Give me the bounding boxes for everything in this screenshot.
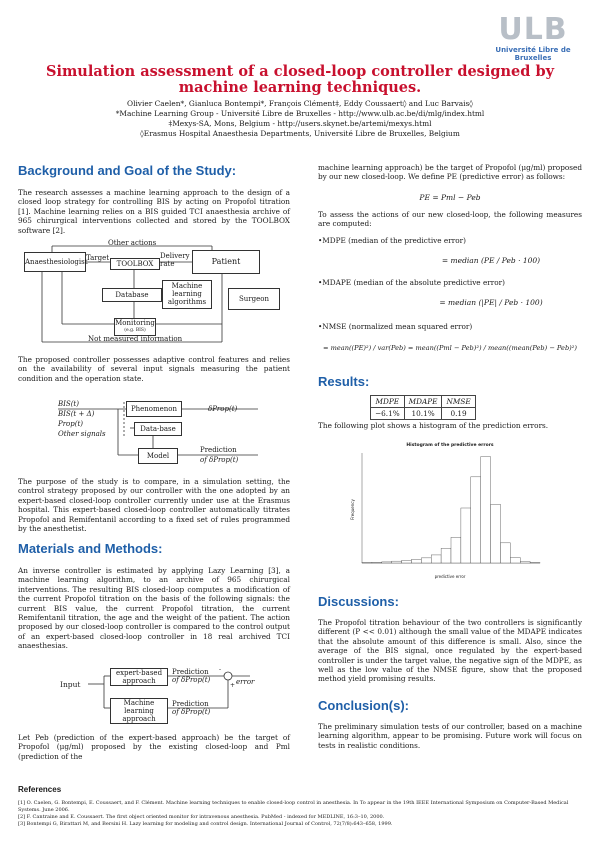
pe-formula: PE = Pml − Peb — [419, 193, 481, 202]
ml-approach-box: Machine learning approach — [110, 698, 168, 724]
of-dprop-1-label: of δProp(t) — [172, 676, 211, 684]
patient-box: Patient — [192, 250, 260, 274]
histogram-bar — [520, 562, 530, 563]
table-row — [371, 408, 476, 420]
histogram-bar — [510, 558, 520, 564]
table-cell: −6.1% — [371, 408, 405, 420]
table-header-cell: MDPE — [371, 396, 405, 408]
model-diagram — [58, 398, 288, 470]
background-heading: Background and Goal of the Study: — [18, 163, 237, 178]
histogram-bar — [451, 537, 461, 563]
of-dprop-2-label: of δProp(t) — [172, 708, 211, 716]
comparison-diagram — [60, 664, 270, 728]
histogram-bar — [402, 560, 412, 563]
histogram-bar — [411, 559, 421, 563]
histogram-title: Histogram of the predictive errors — [406, 443, 494, 448]
background-paragraph-2: The proposed controller possesses adaptive control features and relies on the availability of several input signals measuring the patient condition and the operation state. — [18, 355, 290, 383]
not-measured-label: Not measured information — [88, 335, 183, 343]
authors-block — [20, 99, 580, 139]
prediction-1-label: Prediction — [172, 668, 209, 676]
histogram-bar — [372, 562, 382, 563]
ml-algorithms-box: Machine learning algorithms — [162, 280, 212, 309]
materials-heading: Materials and Methods: — [18, 541, 163, 556]
histogram-bar — [392, 561, 402, 563]
affiliation-1: *Machine Learning Group - Université Libre de Bruxelles - http://www.ulb.ac.be/di/mlg/index.html — [115, 109, 485, 118]
table-header-cell: NMSE — [442, 396, 475, 408]
mdape-bullet: •MDAPE (median of the absolute predictive error) — [318, 278, 505, 287]
right-paragraph-0: machine learning approach) be the target of Propofol (μg/ml) proposed by our new closed-loop. We define PE (predictive error) as follows: — [318, 163, 582, 182]
surgeon-box: Surgeon — [228, 288, 280, 310]
anaesthesiologist-box: Anaesthesiologist — [24, 252, 86, 272]
bis-t-delta-label: BIS(t + Δ) — [58, 410, 95, 418]
histogram-bar — [461, 508, 471, 563]
database-box: Database — [102, 288, 162, 302]
references-heading: References — [18, 785, 62, 794]
conclusion-heading: Conclusion(s): — [318, 698, 409, 713]
nmse-formula: = mean((PE)²) / var(Peb) = mean((Pml − Peb)²) / mean((mean(Peb) − Peb)²) — [323, 344, 577, 352]
authors: Olivier Caelen*, Gianluca Bontempi*, François Clément‡, Eddy Coussaert◊ and Luc Barvais◊ — [127, 99, 473, 108]
discussions-heading: Discussions: — [318, 594, 399, 609]
poster-title: Simulation assessment of a closed-loop controller designed by machine learning techniques. — [45, 63, 555, 96]
right-paragraph-1: To assess the actions of our new closed-loop, the following measures are computed: — [318, 210, 582, 229]
affiliation-2: ‡Mexys-SA, Mons, Belgium - http://users.skynet.be/artemi/mexys.html — [168, 119, 432, 128]
background-paragraph-1: The research assesses a machine learning approach to the design of a closed loop strategy for controlling BIS by acting on Propofol titration [1]. Machine learning relies on a BIS guided TCI anaesthesia archive of 965 chirurgical interventions collected and stored by the TOOLBOX software [2]. — [18, 188, 290, 235]
histogram-svg — [350, 443, 550, 583]
dprop-label: δProp(t) — [208, 405, 238, 413]
histogram-chart — [350, 443, 550, 583]
target-label: Target — [86, 254, 110, 262]
other-signals-label: Other signals — [58, 430, 106, 438]
minus-sign: - — [219, 666, 222, 673]
histogram-ylabel: Frequency — [349, 499, 355, 520]
prediction-2-label: Prediction — [172, 700, 209, 708]
table-cell: 0.19 — [442, 408, 475, 420]
logo-text: ULB — [498, 12, 568, 47]
results-table — [370, 395, 476, 420]
monitoring-box — [114, 318, 156, 336]
expert-box: expert-based approach — [110, 668, 168, 686]
references-list — [18, 800, 584, 828]
histogram-bar — [491, 504, 501, 563]
data-base-box: Data-base — [134, 422, 182, 436]
discussions-paragraph: The Propofol titration behaviour of the two controllers is significantly different (P << 0.01) although the small value of the MDAPE indicates that the absolute amount of this difference is small. Also, since the average of the BIS signal, once regulated by the expert-based controller is under the target value, the negative sign of the MDPE, as well as the low value of the NMSE figure, show that the proposed method yield promising results. — [318, 618, 582, 684]
logo-subtitle: Université Libre de Bruxelles — [495, 46, 571, 62]
table-header-cell: MDAPE — [404, 396, 442, 408]
materials-paragraph-2: Let Peb (prediction of the expert-based approach) be the target of Propofol (μg/ml) proposed by the existing closed-loop and Pml (prediction of the — [18, 733, 290, 761]
results-paragraph: The following plot shows a histogram of the prediction errors. — [318, 421, 549, 430]
table-header-row — [371, 396, 476, 408]
input-label: Input — [60, 680, 81, 689]
mdpe-formula: = median (PE / Peb · 100) — [441, 256, 541, 265]
reference-1: [1] O. Caelen, G. Bontempi, E. Coussaert, and F. Clément. Machine learning techniques to enable closed-loop control in anesthesia. In To appear in the 19th IEEE International Symposium on Computer-Based Medical Systems. June 2006. — [18, 800, 569, 813]
results-table-wrapper — [370, 395, 476, 420]
reference-3: [3] Bontempi G, Birattari M, and Bersini H. Lazy learning for modeling and control design. International Journal of Control, 72(7/8):643–658, 1999. — [18, 821, 393, 827]
histogram-bar — [431, 555, 441, 563]
table-cell: 10.1% — [404, 408, 442, 420]
results-heading: Results: — [318, 374, 370, 389]
reference-2: [2] F. Cantraine and E. Coussaert. The first object oriented monitor for intravenous anesthesia. PubMed - indexed for MEDLINE, 16:3–10, 2000. — [18, 814, 385, 820]
histogram-bar — [471, 477, 481, 563]
delivery-rate-label: Delivery rate — [160, 252, 190, 268]
histogram-bar — [481, 457, 491, 563]
histogram-bar — [500, 543, 510, 563]
histogram-bar — [421, 558, 431, 563]
system-diagram — [22, 238, 292, 350]
nmse-bullet: •NMSE (normalized mean squared error) — [318, 322, 473, 331]
phenomenon-box: Phenomenon — [126, 401, 182, 417]
of-dprop-label: of δProp(t) — [200, 456, 239, 464]
monitoring-label: Monitoring — [115, 319, 155, 327]
background-paragraph-3: The purpose of the study is to compare, in a simulation setting, the control strategy proposed by our controller with the one adopted by an expert-based closed-loop controller currently under use at the Erasmus hospital. This expert-based closed-loop controller automatically titrates Propofol and Remifentanil according to a fixed set of rules programmed by the anesthetist. — [18, 477, 290, 534]
plus-sign: + — [230, 682, 236, 689]
affiliation-3: ◊Erasmus Hospital Anaesthesia Departments, Université Libre de Bruxelles, Belgium — [140, 129, 460, 138]
prop-t-label: Prop(t) — [58, 420, 84, 428]
ulb-logo — [478, 14, 588, 62]
histogram-bar — [382, 562, 392, 563]
prediction-label: Prediction — [200, 446, 237, 454]
other-actions-label: Other actions — [108, 239, 157, 247]
toolbox-box: TOOLBOX — [110, 258, 160, 270]
mdpe-bullet: •MDPE (median of the predictive error) — [318, 236, 466, 245]
histogram-bar — [441, 548, 451, 563]
bis-t-label: BIS(t) — [58, 400, 79, 408]
conclusion-paragraph: The preliminary simulation tests of our controller, based on a machine learning algorithm, appear to be promising. Future work will focus on tests in realistic conditions. — [318, 722, 582, 750]
monitoring-sub-label: (e.g. BIS) — [124, 328, 146, 333]
error-label: error — [236, 678, 255, 686]
model-box: Model — [138, 448, 178, 464]
materials-paragraph-1: An inverse controller is estimated by applying Lazy Learning [3], a machine learning algorithm, to an archive of 965 chirurgical interventions. The resulting BIS closed-loop computes a modification of the current Propofol titration on the basis of the following signals: the current BIS value, the current Propofol titration, the current Remifentanil titration, the age and the weight of the patient. The action proposed by our closed-loop controller is compared to the control output of an expert-based closed-loop controller in 18 real archived TCI anaesthesias. — [18, 566, 290, 651]
mdape-formula: = median (|PE| / Peb · 100) — [439, 298, 543, 307]
histogram-xlabel: predictive error — [434, 574, 466, 579]
